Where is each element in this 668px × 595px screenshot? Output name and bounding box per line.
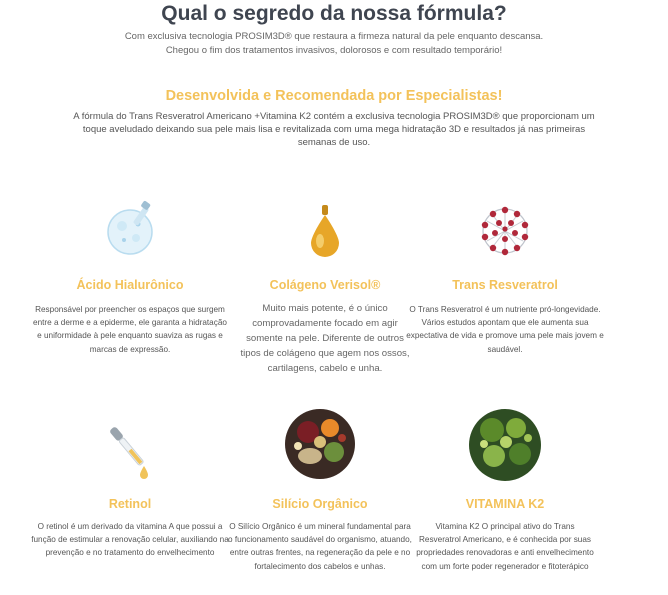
intro-line: Chegou o fim dos tratamentos invasivos, dolorosos e com resultado temporário!: [165, 45, 503, 56]
ingredient-card-acido-hialuronico: [30, 195, 230, 365]
ingredient-description: O Trans Resveratrol é um nutriente pró-longevidade. Vários estudos apontam que ele aumenta sua expectativa de vida e promove uma pele mais jovem e saudável.: [406, 305, 604, 354]
pipette-icon: [100, 420, 160, 485]
vegetables-icon: [468, 408, 542, 487]
ingredient-title: Retinol: [108, 497, 152, 511]
intro-text: [60, 30, 608, 58]
ingredient-description: O retinol é um derivado da vitamina A que possui a função de estimular a renovação celular, auxiliando na prevenção e no tratamento do envelhecimento: [31, 522, 229, 558]
page-title: Qual o segredo da nossa fórmula?: [161, 2, 507, 25]
ingredient-card-retinol: [30, 415, 230, 590]
ingredient-card-colageno-verisol: [225, 195, 425, 395]
ingredient-card-trans-resveratrol: [405, 195, 605, 365]
ingredient-title: Ácido Hialurônico: [76, 278, 184, 292]
ingredient-description: Vitamina K2 O principal ativo do Trans Resveratrol Americano, e é conhecida por suas propriedades renovadoras e anti envelhecimento com um forte poder regenerador e fitoterápico: [416, 522, 594, 571]
oil-drop-icon: [305, 203, 345, 266]
ingredient-description: O Silício Orgânico é um mineral fundamental para o funcionamento saudável do organismo, atuando, entre outras frentes, na regeneração da pele e no fortalecimento dos cabelos e unhas.: [228, 522, 412, 571]
ingredient-title: Trans Resveratrol: [452, 278, 558, 292]
ingredient-description: Responsável por preencher os espaços que surgem entre a derme e a epiderme, ele garanta a hidratação e uniformidade à pele enquanto suaviza as rugas e marcas de expressão.: [33, 305, 227, 354]
serum-dropper-icon: [100, 200, 160, 265]
ingredient-title: Colágeno Verisol®: [269, 278, 381, 292]
food-bowl-icon: [284, 408, 356, 485]
intro-line: Com exclusiva tecnologia PROSIM3D® que restaura a firmeza natural da pele enquanto descansa.: [124, 31, 544, 42]
section-subtitle: Desenvolvida e Recomendada por Especialistas!: [165, 88, 503, 104]
ingredient-card-silicio-organico: [220, 405, 420, 590]
ingredient-description: Muito mais potente, é o único comprovadamente focado em agir somente na pele. Diferente de outros tipos de colágeno que agem nos ossos, cartilagens, cabelo e unha.: [240, 303, 410, 374]
ingredient-card-vitamina-k2: [405, 405, 605, 590]
ingredient-title: Silício Orgânico: [272, 497, 368, 511]
ingredient-title: VITAMINA K2: [465, 497, 545, 511]
section-description: A fórmula do Trans Resveratrol Americano +Vitamina K2 contém a exclusiva tecnologia PROSIM3D® que proporcionam um toque aveludado deixando sua pele mais lisa e revitalizada com uma mega hidratação 3D e resultados já nas primeiras semanas de uso.: [73, 111, 595, 148]
molecule-icon: [477, 203, 533, 264]
